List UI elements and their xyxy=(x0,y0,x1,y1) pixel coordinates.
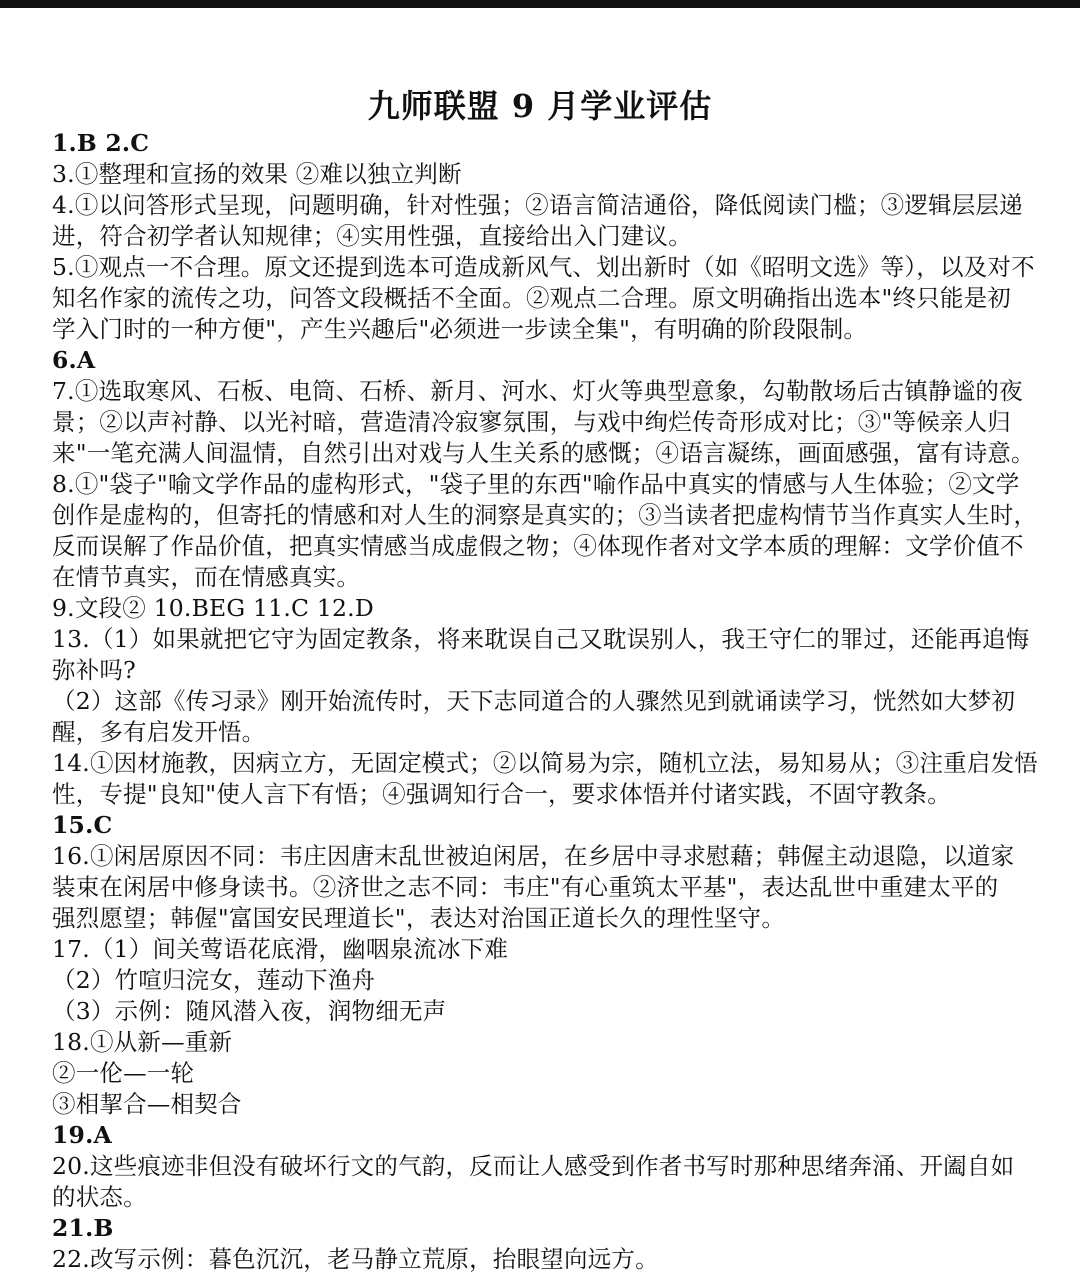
answer-line: 8.①"袋子"喻文学作品的虚构形式，"袋子里的东西"喻作品中真实的情感与人生体验；②文学 xyxy=(52,470,1020,498)
answer-line: 5.①观点一不合理。原文还提到选本可造成新风气、划出新时（如《昭明文选》等），以及对不 xyxy=(52,253,1035,281)
answer-line: （2）这部《传习录》刚开始流传时，天下志同道合的人骤然见到就诵读学习，恍然如大梦初 xyxy=(52,687,1016,715)
answer-line: 18.①从新—重新 xyxy=(52,1028,233,1056)
answer-line: 弥补吗? xyxy=(52,656,136,684)
answer-line: 在情节真实，而在情感真实。 xyxy=(52,563,361,591)
answer-line: 强烈愿望；韩偓"富国安民理道长"，表达对治国正道长久的理性坚守。 xyxy=(52,904,786,932)
answer-line: 进，符合初学者认知规律；④实用性强，直接给出入门建议。 xyxy=(52,222,692,250)
answer-line: 19.A xyxy=(52,1121,112,1149)
answer-line: 1.B 2.C xyxy=(52,129,150,157)
answer-line: 7.①选取寒风、石板、电筒、石桥、新月、河水、灯火等典型意象，勾勒散场后古镇静谧的夜 xyxy=(52,377,1023,405)
answer-line: 16.①闲居原因不同：韦庄因唐末乱世被迫闲居，在乡居中寻求慰藉；韩偓主动退隐，以道家 xyxy=(52,842,1015,870)
answer-line: 15.C xyxy=(52,811,113,839)
answer-line: ③相挈合—相契合 xyxy=(52,1090,242,1118)
answer-line: 3.①整理和宣扬的效果 ②难以独立判断 xyxy=(52,160,462,188)
answer-line: 4.①以问答形式呈现，问题明确，针对性强；②语言简洁通俗，降低阅读门槛；③逻辑层层递 xyxy=(52,191,1023,219)
answer-line: 装束在闲居中修身读书。②济世之志不同：韦庄"有心重筑太平基"，表达乱世中重建太平的 xyxy=(52,873,999,901)
answer-line: ②一伦—一轮 xyxy=(52,1059,195,1087)
answer-line: 的状态。 xyxy=(52,1183,147,1211)
answer-line: 性，专提"良知"使人言下有悟；④强调知行合一，要求体悟并付诸实践，不固守教条。 xyxy=(52,780,951,808)
answer-line: 6.A xyxy=(52,346,96,374)
answer-line: 22.改写示例：暮色沉沉，老马静立荒原，抬眼望向远方。 xyxy=(52,1245,659,1273)
answer-key-content xyxy=(52,128,1042,1275)
answer-line: （3）示例：随风潜入夜，润物细无声 xyxy=(52,997,447,1025)
answer-line: 景；②以声衬静、以光衬暗，营造清冷寂寥氛围，与戏中绚烂传奇形成对比；③"等候亲人归 xyxy=(52,408,1012,436)
answer-line: 知名作家的流传之功，问答文段概括不全面。②观点二合理。原文明确指出选本"终只能是初 xyxy=(52,284,1012,312)
answer-line: 21.B xyxy=(52,1214,114,1242)
answer-line: 20.这些痕迹非但没有破坏行文的气韵，反而让人感受到作者书写时那种思绪奔涌、开阖自如 xyxy=(52,1152,1015,1180)
answer-line: 醒，多有启发开悟。 xyxy=(52,718,266,746)
answer-line: （2）竹喧归浣女，莲动下渔舟 xyxy=(52,966,376,994)
answer-line: 来"一笔充满人间温情，自然引出对戏与人生关系的感慨；④语言凝练，画面感强，富有诗意。 xyxy=(52,439,1035,467)
document-title: 九师联盟 9 月学业评估 xyxy=(367,87,713,125)
answer-line: 创作是虚构的，但寄托的情感和对人生的洞察是真实的；③当读者把虚构情节当作真实人生时， xyxy=(52,502,1037,529)
answer-line: 9.文段② 10.BEG 11.C 12.D xyxy=(52,594,374,622)
answer-line: 反而误解了作品价值，把真实情感当成虚假之物；④体现作者对文学本质的理解：文学价值不 xyxy=(52,532,1024,560)
answer-line: 学入门时的一种方便"，产生兴趣后"必须进一步读全集"，有明确的阶段限制。 xyxy=(52,315,868,343)
answer-line: 14.①因材施教，因病立方，无固定模式；②以简易为宗，随机立法，易知易从；③注重启发悟 xyxy=(52,749,1038,777)
answer-line: 13.（1）如果就把它守为固定教条，将来耽误自己又耽误别人，我王守仁的罪过，还能再追悔 xyxy=(52,625,1030,653)
answer-line: 17.（1）间关莺语花底滑，幽咽泉流冰下难 xyxy=(52,935,509,963)
